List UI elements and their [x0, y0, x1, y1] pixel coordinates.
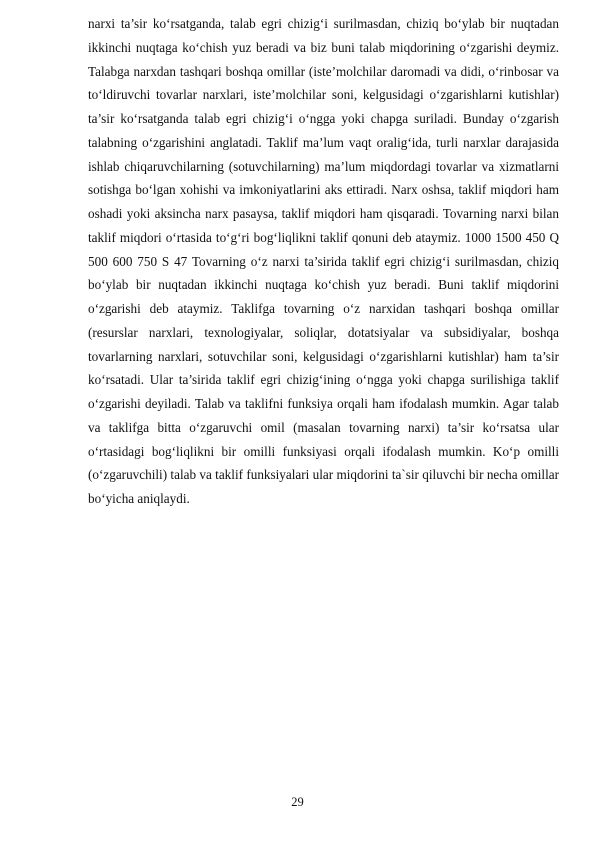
page-number: 29 [291, 795, 304, 809]
body-paragraph: narxi ta’sir ko‘rsatganda, talab egri chizig‘i surilmasdan, chiziq bo‘ylab bir nuqtadan ikkinchi nuqtaga ko‘chish yuz beradi va biz buni talab miqdorining o‘zgarishi deymiz. Talabga narxdan tashqari boshqa omillar (iste’molchilar daromadi va didi, o‘rinbosar va to‘ldiruvchi tovarlar narxlari, iste’molchilar soni, kelgusidagi o‘zgarishlarni kutishlar) ta’sir ko‘rsatganda talab egri chizig‘i o‘ngga yoki chapga suriladi. Bunday o‘zgarish talabning o‘zgarishini anglatadi. Taklif ma’lum vaqt oralig‘ida, turli narxlar darajasida ishlab chiqaruvchilarning (sotuvchilarning) ma’lum miqdordagi tovarlar va xizmatlarni sotishga bo‘lgan xohishi va imkoniyatlarini aks ettiradi. Narx oshsa, taklif miqdori ham oshadi yoki aksincha narx pasaysa, taklif miqdori ham qisqaradi. Tovarning narxi bilan taklif miqdori o‘rtasida to‘g‘ri bog‘liqlikni taklif qonuni deb ataymiz. 1000 1500 450 Q 500 600 750 S 47 Tovarning o‘z narxi ta’sirida taklif egri chizig‘i surilmasdan, chiziq bo‘ylab bir nuqtadan ikkinchi nuqtaga ko‘chish yuz beradi. Buni taklif miqdorini o‘zgarishi deb ataymiz. Taklifga tovarning o‘z narxidan tashqari boshqa omillar (resurslar narxlari, texnologiyalar, soliqlar, dotatsiyalar va subsidiyalar, boshqa tovarlarning narxlari, sotuvchilar soni, kelgusidagi o‘zgarishlarni kutishlar) ham ta’sir ko‘rsatadi. Ular ta’sirida taklif egri chizig‘ining o‘ngga yoki chapga surilishiga taklif o‘zgarishi deyiladi. Talab va taklifni funksiya orqali ham ifodalash mumkin. Agar talab va taklifga bitta o‘zgaruvchi omil (masalan tovarning narxi) ta’sir ko‘rsatsa ular o‘rtasidagi bog‘liqlikni bir omilli funksiyasi orqali ifodalash mumkin. Ko‘p omilli (o‘zgaruvchili) talab va taklif funksiyalari ular miqdorini ta`sir qiluvchi bir necha omillar bo‘yicha aniqlaydi. [88, 16, 559, 506]
